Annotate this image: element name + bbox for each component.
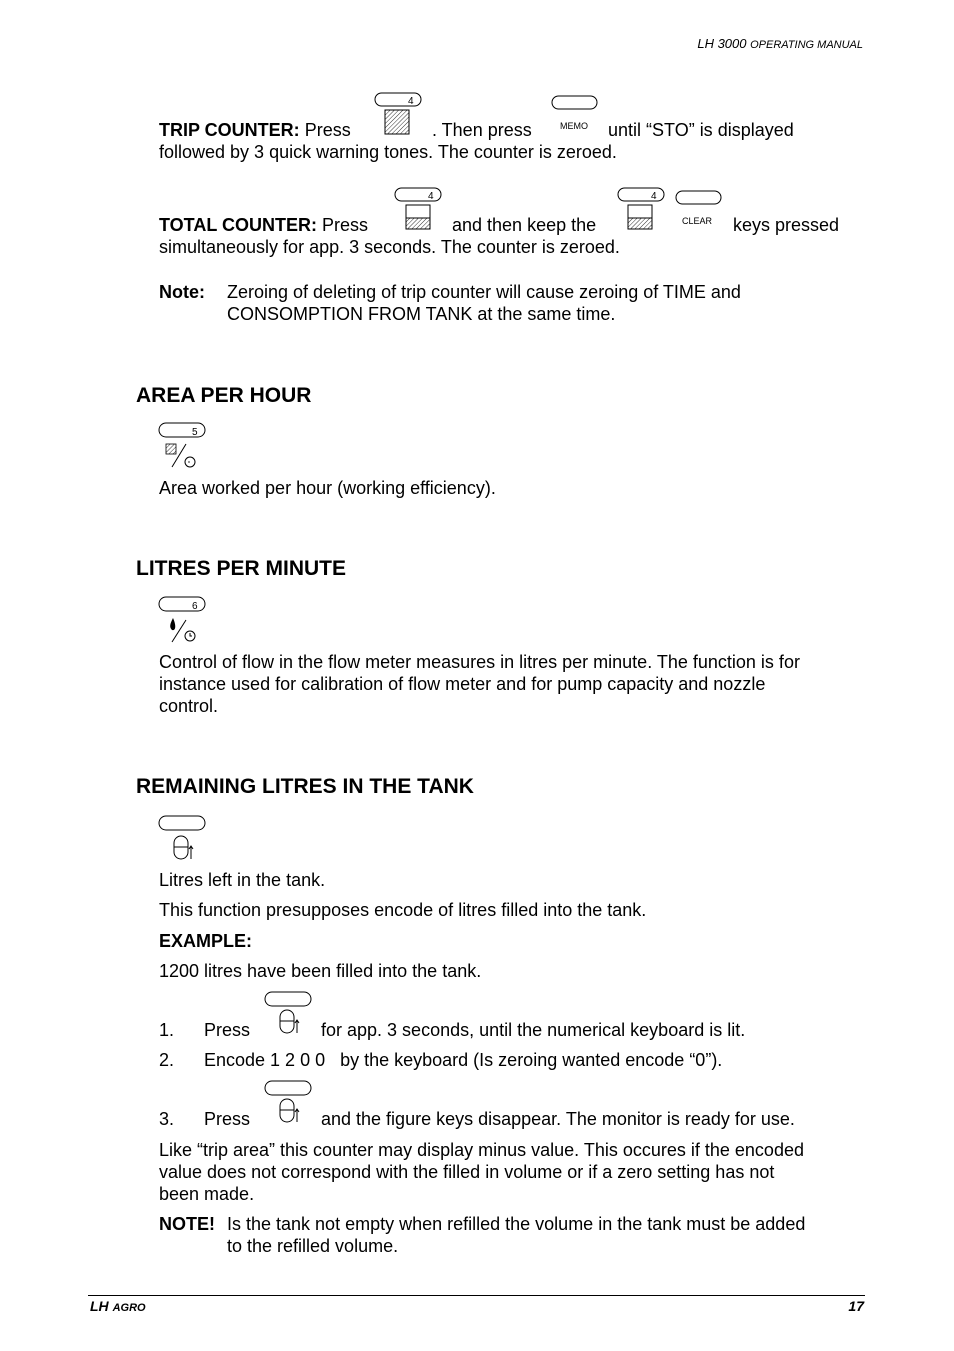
keep-text: and then keep the	[452, 215, 597, 235]
tank-key-icon-step1	[264, 991, 314, 1043]
para-line2: value does not correspond with the filled in volume or if a zero setting has not	[159, 1162, 775, 1182]
litres-per-minute-line3: control.	[159, 696, 219, 716]
trip-counter-label: TRIP COUNTER:	[159, 120, 300, 140]
svg-text:CLEAR: CLEAR	[682, 216, 713, 226]
svg-text:6: 6	[192, 601, 198, 612]
total-counter-line1: TOTAL COUNTER: Press	[159, 215, 369, 235]
trip-counter-line2: followed by 3 quick warning tones. The counter is zeroed.	[159, 142, 617, 162]
step2-number: 2.	[159, 1050, 175, 1070]
note-line2: CONSOMPTION FROM TANK at the same time.	[227, 304, 616, 324]
total-area-key-icon-2	[617, 187, 667, 235]
total-area-key-icon-1	[394, 187, 444, 235]
step2-text: Encode 1 2 0 0 by the keyboard (Is zeroing wanted encode “0”).	[204, 1050, 723, 1070]
litres-per-minute-key-icon	[158, 596, 208, 646]
example-label: EXAMPLE:	[159, 931, 253, 951]
para-line1: Like “trip area” this counter may display minus value. This occures if the encoded	[159, 1140, 804, 1160]
memo-key-label: MEMO	[560, 121, 588, 131]
footer-brand: LH AGRO	[90, 1298, 146, 1314]
remaining-litres-heading: REMAINING LITRES IN THE TANK	[136, 775, 474, 798]
svg-text:4: 4	[651, 191, 657, 202]
step3-press: Press	[204, 1109, 251, 1129]
step1-press: Press	[204, 1020, 251, 1040]
note2-line1: Is the tank not empty when refilled the volume in the tank must be added	[227, 1214, 806, 1234]
area-per-hour-key-icon	[158, 422, 208, 472]
trip-counter-line1: TRIP COUNTER: Press	[159, 120, 351, 140]
remaining-text1: Litres left in the tank.	[159, 870, 326, 890]
area-per-hour-text: Area worked per hour (working efficiency).	[159, 478, 496, 498]
tank-key-icon-step3	[264, 1080, 314, 1132]
step1-number: 1.	[159, 1020, 175, 1040]
page-header	[697, 36, 863, 51]
then-press-text: . Then press	[432, 120, 532, 140]
total-counter-line2: simultaneously for app. 3 seconds. The counter is zeroed.	[159, 237, 620, 257]
trip-area-key-icon	[374, 92, 424, 140]
header-model: LH 3000	[697, 36, 747, 51]
keys-pressed-text: keys pressed	[733, 215, 840, 235]
remaining-text2: This function presupposes encode of litres filled into the tank.	[159, 900, 647, 920]
para-line3: been made.	[159, 1184, 255, 1204]
area-per-hour-heading: AREA PER HOUR	[136, 384, 312, 407]
header-title: OPERATING MANUAL	[750, 39, 863, 51]
total-counter-label: TOTAL COUNTER:	[159, 215, 317, 235]
trip-key-number: 4	[408, 96, 414, 107]
footer-rule	[88, 1295, 865, 1296]
until-sto-text: until “STO” is displayed	[608, 120, 794, 140]
note-line1: Zeroing of deleting of trip counter will cause zeroing of TIME and	[227, 282, 741, 302]
tank-key-icon	[158, 815, 208, 865]
litres-per-minute-heading: LITRES PER MINUTE	[136, 557, 347, 580]
note2-line2: to the refilled volume.	[227, 1236, 399, 1256]
step1-text: for app. 3 seconds, until the numerical keyboard is lit.	[321, 1020, 746, 1040]
note-label: Note:	[159, 282, 205, 302]
note2-label: NOTE!	[159, 1214, 215, 1234]
clear-key-icon	[675, 190, 723, 230]
svg-text:4: 4	[428, 191, 434, 202]
litres-per-minute-line1: Control of flow in the flow meter measures in litres per minute. The function is for	[159, 652, 800, 672]
svg-text:5: 5	[192, 427, 198, 438]
example-text: 1200 litres have been filled into the tank.	[159, 961, 482, 981]
page-number: 17	[848, 1298, 864, 1314]
step3-text: and the figure keys disappear. The monitor is ready for use.	[321, 1109, 795, 1129]
litres-per-minute-line2: instance used for calibration of flow meter and for pump capacity and nozzle	[159, 674, 766, 694]
memo-key-icon	[551, 95, 599, 135]
step3-number: 3.	[159, 1109, 175, 1129]
